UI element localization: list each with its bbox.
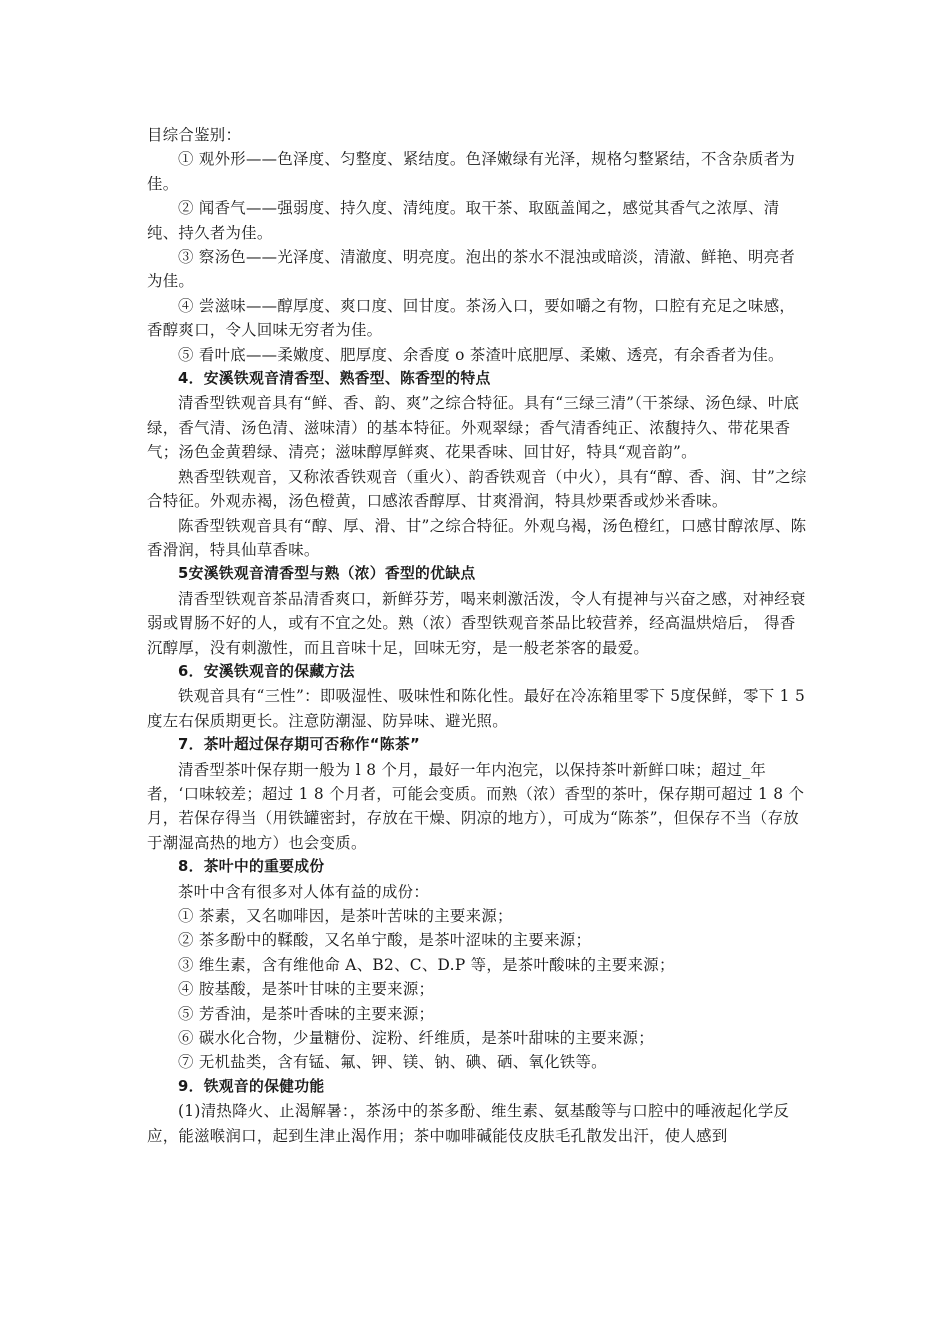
component-item: ⑦ 无机盐类，含有锰、氟、钾、镁、钠、碘、硒、氧化铁等。 [178,1053,607,1072]
paragraph-pros-cons: 清香型铁观音茶品清香爽口，新鲜芬芳，喝来刺激活泼，令人有提神与兴奋之感，对神经衰弱或胃肠不好的人，或有不宜之处。熟（浓）香型铁观音茶品比较营养，经高温烘焙后， 得香沉醇厚，没有刺激性，而且音味十足，回味无穷，是一般老茶客的最爱。 [147,589,806,657]
criterion-aroma: ② 闻香气——强弱度、持久度、清纯度。取干茶、取瓯盖闻之，感觉其香气之浓厚、清纯、持久者为佳。 [147,199,780,242]
section-heading-9: 9．铁观音的保健功能 [178,1077,325,1095]
document-body [147,123,809,1148]
intro-line: 目综合鉴别： [147,126,242,144]
paragraph-health: (1)清热降火、止渴解暑：，茶汤中的茶多酚、维生素、氨基酸等与口腔中的唾液起化学反应，能滋喉润口，起到生津止渴作用；茶中咖啡碱能伎皮肤毛孔散发出汗，使人感到 [147,1102,790,1145]
component-item: ① 茶素，又名咖啡因，是茶叶苦味的主要来源； [178,907,513,925]
section-heading-7: 7．茶叶超过保存期可否称作“陈茶” [178,736,421,754]
section-heading-6: 6．安溪铁观音的保藏方法 [178,662,355,680]
component-item: ⑥ 碳水化合物，少量糖份、淀粉、纤维质，是茶叶甜味的主要来源； [178,1029,654,1048]
component-item: ④ 胺基酸，是茶叶甘味的主要来源； [178,980,435,999]
paragraph-light-aroma: 清香型铁观音具有“鲜、香、韵、爽”之综合特征。具有“三绿三清”（干茶绿、汤色绿、叶底绿，香气清、汤色清、滋味清）的基本特征。外观翠绿；香气清香纯正、浓馥持久、带花果香气；汤色金黄碧绿、清亮；滋味醇厚鲜爽、花果香味、回甘好，特具“观音韵”。 [147,394,800,462]
criterion-taste: ④ 尝滋味——醇厚度、爽口度、回甘度。茶汤入口，要如嚼之有物，口腔有充足之味感，香醇爽口，令人回味无穷者为佳。 [147,296,796,340]
criterion-liquor-color: ③ 察汤色——光泽度、清澈度、明亮度。泡出的茶水不混浊或暗淡，清澈、鲜艳、明亮者为佳。 [147,248,796,291]
paragraph-aged-tea: 清香型茶叶保存期一般为 l 8 个月，最好一年内泡完，以保持茶叶新鲜口味；超过_年者，‘口味较差；超过 1 8 个月者，可能会变质。而熟（浓）香型的茶叶，保存期可超过 1 8 个月，若保存得当（用铁罐密封，存放在干燥、阴凉的地方），可成为“陈茶”，但保存不当（存放于潮湿高热的地方）也会变质。 [147,760,805,852]
section-heading-8: 8．茶叶中的重要成份 [178,858,325,876]
component-item: ② 茶多酚中的鞣酸，又名单宁酸，是茶叶涩味的主要来源； [178,931,592,950]
component-item: ⑤ 芳香油，是茶叶香味的主要来源； [178,1004,435,1023]
paragraph-storage: 铁观音具有“三性”：即吸湿性、吸味性和陈化性。最好在冷冻箱里零下 5度保鲜，零下 1 5 度左右保质期更长。注意防潮湿、防异味、避光照。 [147,687,806,730]
criterion-appearance: ① 观外形——色泽度、匀整度、紧结度。色泽嫩绿有光泽，规格匀整紧结，不含杂质者为佳。 [147,150,796,193]
section-heading-4: 4．安溪铁观音清香型、熟香型、陈香型的特点 [178,370,491,388]
paragraph-components-intro: 茶叶中含有很多对人体有益的成份： [178,882,430,901]
component-item: ③ 维生素，含有维他命 A、B2、C、D.P 等，是茶叶酸味的主要来源； [178,955,675,974]
paragraph-aged-aroma: 陈香型铁观音具有“醇、厚、滑、甘”之综合特征。外观乌褐，汤色橙红，口感甘醇浓厚、陈香滑润，特具仙草香味。 [147,516,807,559]
criterion-leaf: ⑤ 看叶底——柔嫩度、肥厚度、余香度 o 茶渣叶底肥厚、柔嫩、透亮，有余香者为佳。 [178,345,784,364]
section-heading-5: 5安溪铁观音清香型与熟（浓）香型的优缺点 [178,565,476,583]
paragraph-rich-aroma: 熟香型铁观音，又称浓香铁观音（重火）、韵香铁观音（中火），具有“醇、香、润、甘”之综合特征。外观赤褐，汤色橙黄，口感浓香醇厚、甘爽滑润，特具炒栗香或炒米香味。 [147,467,807,511]
